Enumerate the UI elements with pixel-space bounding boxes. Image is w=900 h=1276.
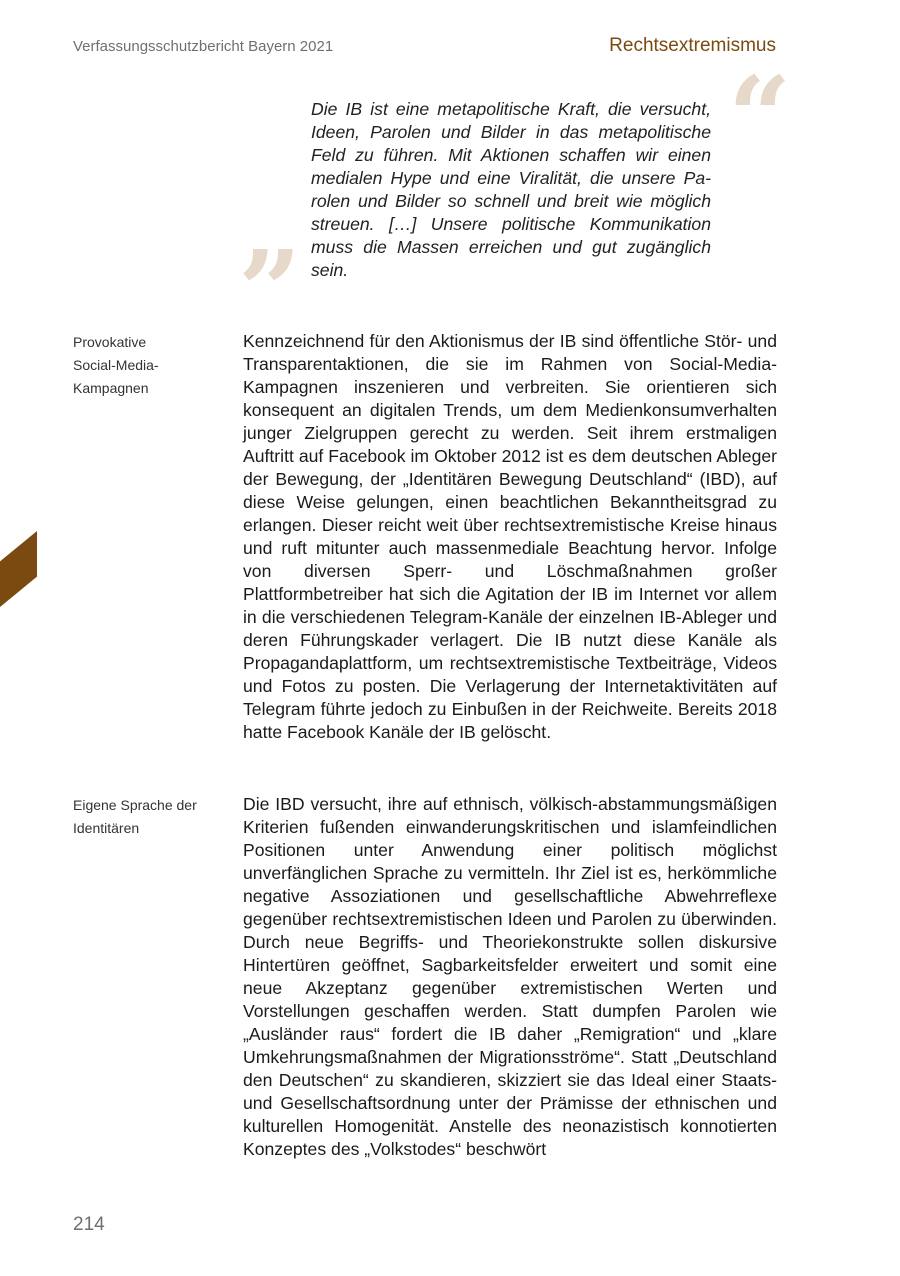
margin-note-line: Kampagnen <box>73 380 149 396</box>
margin-note-own-language <box>73 794 223 840</box>
margin-note-line: Provokative <box>73 334 147 350</box>
margin-note-line: Social-Media- <box>73 357 159 373</box>
closing-quote-mark-icon: ” <box>238 226 302 355</box>
body-paragraph-language: Die IBD versucht, ihre auf ethnisch, völkisch-abstammungsmäßigen Kriterien fußenden einwanderungskritischen und islamfeindlichen Positionen unter Anwendung einer politisch möglichst unverfänglichen Sprache zu vermitteln. Ihr Ziel ist es, herkömmliche negative Assoziationen und gesellschaftliche Abwehrreflexe gegenüber rechtsextremistischen Ideen und Parolen zu überwinden. Durch neue Begriffs- und Theoriekonstrukte sollen diskursive Hintertüren geöffnet, Sagbarkeitsfelder erweitert und somit eine neue Akzeptanz gegenüber extremistischen Werten und Vorstellungen geschaffen werden. Statt dumpfen Parolen wie „Ausländer raus“ fordert die IB daher „Remigration“ und „klare Umkehrungsmaßnahmen der Migrationsströme“. Statt „Deutschland den Deutschen“ zu skandieren, skizziert sie das Ideal einer Staats- und Gesellschaftsordnung unter der Prämisse der ethnischen und kulturellen Homogenität. Anstelle des neonazistisch konnotierten Konzeptes des „Volkstodes“ beschwört <box>243 794 777 1159</box>
chapter-tab-marker <box>0 531 37 607</box>
running-header-chapter: Rechtsextremismus <box>609 35 776 56</box>
running-header-publication: Verfassungsschutzbericht Bayern 2021 <box>73 38 334 55</box>
opening-quote-mark-icon: “ <box>728 52 792 181</box>
body-paragraph-social-media: Kennzeichnend für den Aktionismus der IB sind öffentliche Stör- und Transparentaktionen, die sie im Rahmen von Social-Media-Kampagnen inszenieren und verbreiten. Sie orientieren sich konsequent an digitalen Trends, um dem Medienkonsumverhalten junger Zielgruppen gerecht zu werden. Seit ihrem erstmaligen Auftritt auf Facebook im Oktober 2012 ist es dem deutschen Ableger der Bewegung, der „Identitären Bewegung Deutschland“ (IBD), auf diese Weise gelungen, einen beachtlichen Bekanntheitsgrad zu erlangen. Dieser reicht weit über rechtsextremistische Kreise hinaus und ruft mitunter auch massenmediale Beachtung hervor. Infolge von diversen Sperr- und Löschmaßnahmen großer Plattformbetreiber hat sich die Agitation der IB im Internet vor allem in die verschiedenen Telegram-Kanäle der einzelnen IB-Ableger und deren Führungskader verlagert. Die IB nutzt diese Kanäle als Propagandaplattform, um rechtsextremistische Textbeiträge, Videos und Fotos zu posten. Die Verlagerung der Internetaktivitäten auf Telegram führte jedoch zu Einbußen in der Reichweite. Bereits 2018 hatte Facebook Kanäle der IB gelöscht. <box>243 331 777 742</box>
page-number: 214 <box>73 1214 105 1235</box>
margin-note-line: Eigene Sprache der <box>73 797 197 813</box>
margin-note-social-media-campaigns <box>73 331 223 400</box>
pull-quote: Die IB ist eine metapolitische Kraft, die versucht, Ideen, Parolen und Bilder in das metapolitische Feld zu führen. Mit Aktionen schaffen wir einen medialen Hype und eine Viralität, die unsere Parolen und Bilder so schnell und breit wie möglich streuen. […] Unsere politische Kommunikation muss die Massen erreichen und gut zugänglich sein. <box>311 99 711 280</box>
margin-note-line: Identitären <box>73 820 140 836</box>
